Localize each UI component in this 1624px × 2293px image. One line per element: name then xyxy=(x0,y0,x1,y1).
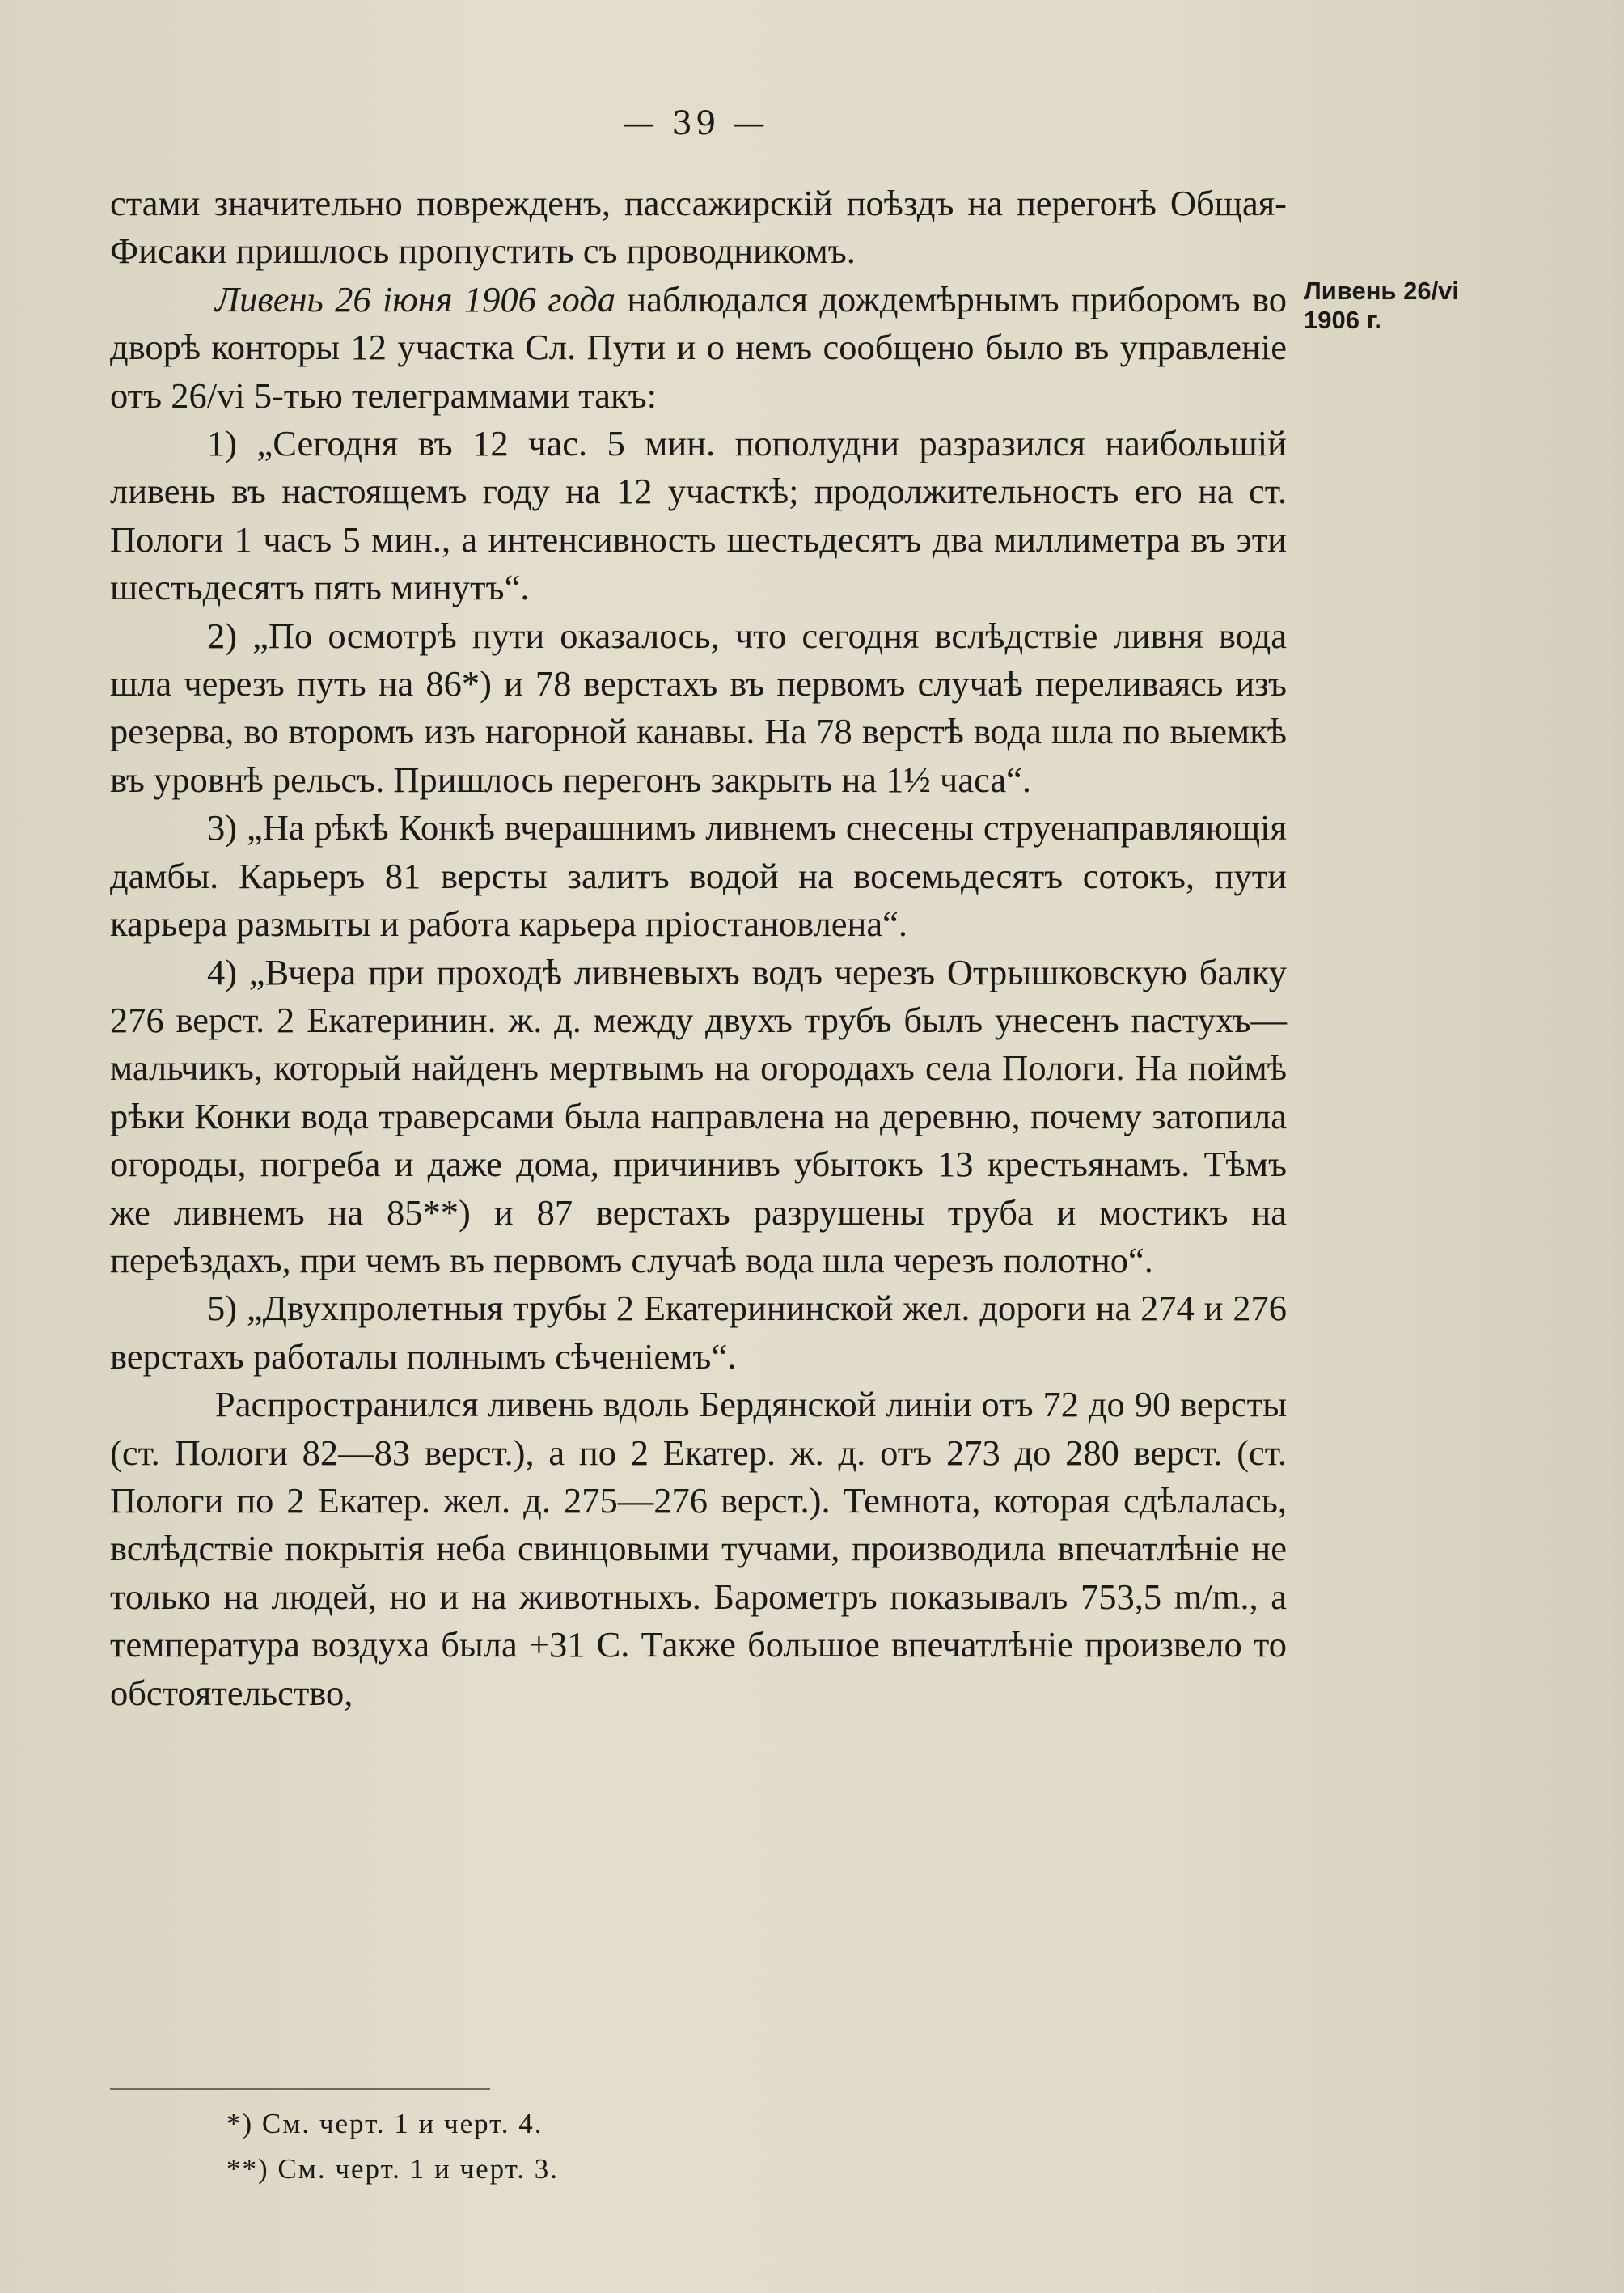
paragraph-continuation: стами значительно поврежденъ, пассажирскій поѣздъ на перегонѣ Общая-Фисаки пришлось пропустить съ проводникомъ. xyxy=(110,183,1287,272)
footnote-divider xyxy=(110,2088,490,2090)
telegram-4: 4) „Вчера при проходѣ ливневыхъ водъ черезъ Отрышковскую балку 276 верст. 2 Екатеринин. ж. д. между двухъ трубъ былъ унесенъ пастухъ—мальчикъ, который найденъ мертвымъ на огородахъ села Пологи. На поймѣ рѣки Конки вода траверсами была направлена на деревню, почему затопила огороды, погреба и даже дома, причинивъ убытокъ 13 крестьянамъ. Тѣмъ же ливнемъ на 85**) и 87 верстахъ разрушены труба и мостикъ на переѣздахъ, при чемъ въ первомъ случаѣ вода шла черезъ полотно“. xyxy=(110,951,1287,1280)
footnote-1: *) См. черт. 1 и черт. 4. xyxy=(226,2108,543,2139)
footnotes xyxy=(226,2101,559,2192)
paragraph-spread: Распространился ливень вдоль Бердянской линіи отъ 72 до 90 версты (ст. Пологи 82—83 верст.), а по 2 Екатер. ж. д. отъ 273 до 280 верст. (ст. Пологи по 2 Екатер. жел. д. 275—276 верст.). Темнота, которая сдѣлалась, вслѣдствіе покрытія неба свинцовыми тучами, производила впечатлѣніе не только на людей, но и на животныхъ. Барометръ показывалъ 753,5 m/m., а температура воздуха была +31 С. Также большое впечатлѣніе произвело то обстоятельство, xyxy=(110,1384,1287,1713)
telegram-3: 3) „На рѣкѣ Конкѣ вчерашнимъ ливнемъ снесены струенаправляющія дамбы. Карьеръ 81 версты залитъ водой на восемьдесятъ сотокъ, пути карьера размыты и работа карьера пріостановлена“. xyxy=(110,807,1287,945)
margin-note-line-2: 1906 г. xyxy=(1304,306,1381,334)
rain-heading-italic: Ливень 26 іюня 1906 года xyxy=(215,278,616,319)
margin-note xyxy=(1304,277,1459,335)
telegram-1: 1) „Сегодня въ 12 час. 5 мин. пополудни разразился наибольшій ливень въ настоящемъ году на 12 участкѣ; продолжительность его на ст. Пологи 1 часъ 5 мин., а интенсивность шестьдесятъ два миллиметра въ эти шестьдесятъ пять минутъ“. xyxy=(110,423,1287,608)
paragraph-rain-intro xyxy=(110,276,1287,420)
page-number: — 39 — xyxy=(622,105,769,142)
margin-note-line-1: Ливень 26/vi xyxy=(1304,277,1460,305)
rain-intro-text: наблюдался дождемѣрнымъ приборомъ во дворѣ конторы 12 участка Сл. Пути и о немъ сообщено было въ управленіе отъ 26/vi 5-тью телеграммами такъ: xyxy=(110,278,1287,416)
telegram-2: 2) „По осмотрѣ пути оказалось, что сегодня вслѣдствіе ливня вода шла черезъ путь на 86*) и 78 верстахъ въ первомъ случаѣ переливаясь изъ резерва, во второмъ изъ нагорной канавы. На 78 верстѣ вода шла по выемкѣ въ уровнѣ рельсъ. Пришлось перегонъ закрыть на 1½ часа“. xyxy=(110,615,1287,800)
footnote-2: **) См. черт. 1 и черт. 3. xyxy=(226,2153,560,2185)
body-text xyxy=(110,180,1287,1717)
telegram-5: 5) „Двухпролетныя трубы 2 Екатерининской жел. дороги на 274 и 276 верстахъ работалы полнымъ сѣченіемъ“. xyxy=(110,1288,1287,1377)
